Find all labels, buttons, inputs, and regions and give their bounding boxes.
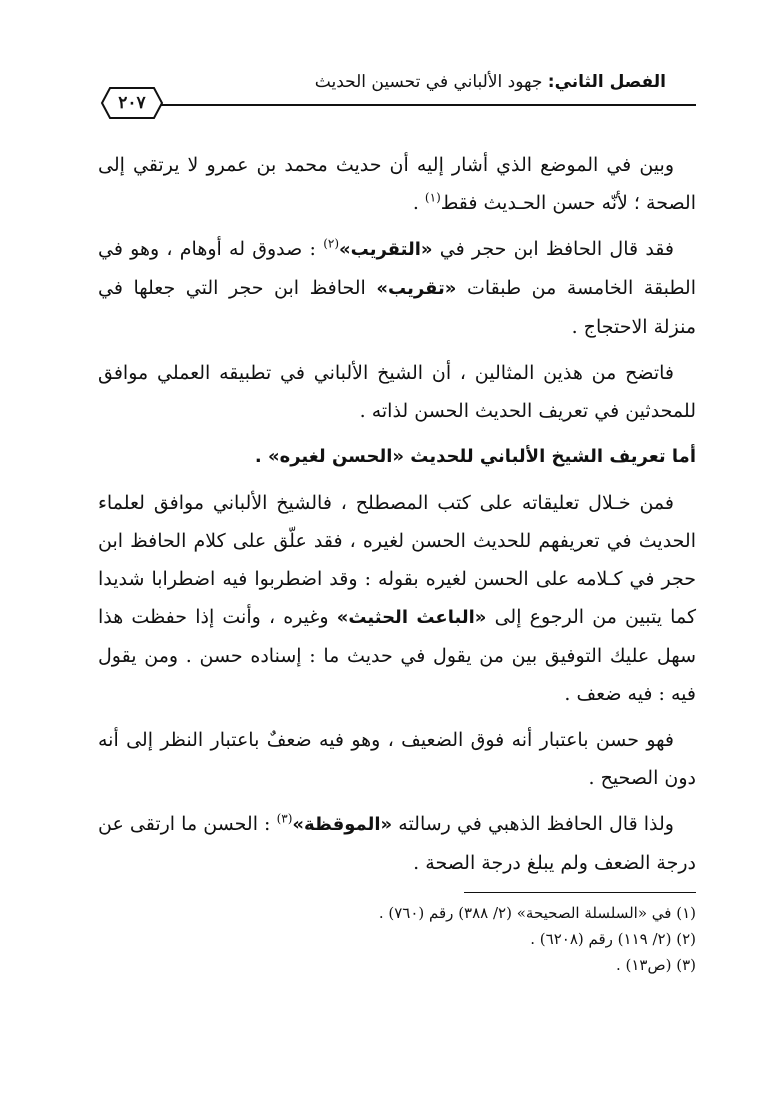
footnote-ref-1: (١) xyxy=(424,190,441,205)
paragraph-5: فهو حسن باعتبار أنه فوق الضعيف ، وهو فيه ضعفٌ باعتبار النظر إلى أنه دون الصحيح . xyxy=(98,729,696,789)
paragraph-3: فاتضح من هذين المثالين ، أن الشيخ الألباني في تطبيقه العملي موافق للمحدثين في تعريف الحديث الحسن لذاته . xyxy=(98,362,696,422)
footnote-ref-2: (٢) xyxy=(323,236,340,251)
body-text xyxy=(98,146,696,890)
book-title-baith: «الباعث الحثيث» xyxy=(336,607,487,628)
footnote-3: (٣) (ص١٣) . xyxy=(615,956,696,974)
paragraph-2: فقد قال الحافظ ابن حجر في «التقريب»$^{(٢)}$ : صدوق له أوهام ، وهو في الطبقة الخامسة من طبقات «تقريب» الحافظ ابن حجر التي جعلها في منزلة الاحتجاج . xyxy=(98,236,696,338)
page-number-frame xyxy=(100,86,164,120)
footnote-1: (١) في «السلسلة الصحيحة» (٢/ ٣٨٨) رقم (٧٦٠) . xyxy=(378,904,696,922)
chapter-label: الفصل الثاني: xyxy=(547,72,666,92)
paragraph-6: ولذا قال الحافظ الذهبي في رسالته «الموقظة»$^{(٣)}$ : الحسن ما ارتقى عن درجة الضعف ولم يبلغ درجة الصحة . xyxy=(98,811,696,874)
footnote-rule xyxy=(464,892,696,893)
footnotes xyxy=(136,900,696,978)
running-head xyxy=(76,70,666,94)
paragraph-1: وبين في الموضع الذي أشار إليه أن حديث محمد بن عمرو لا يرتقي إلى الصحة ؛ لأنّه حسن الحـديث فقط$^{(١)}$ . xyxy=(98,154,696,214)
paragraph-4: فمن خـلال تعليقاته على كتب المصطلح ، فالشيخ الألباني موافق لعلماء الحديث في تعريفهم للحديث الحسن لغيره ، فقد علّق على كلام الحافظ ابن حجر في كـلامه على الحسن لغيره بقوله : وقد اضطربوا فيه اضطرابا شديدا كما يتبين من الرجوع إلى «الباعث الحثيث» وغيره ، وأنت إذا حفظت هذا سهل عليك التوفيق بين من يقول في حديث ما : إسناده حسن . ومن يقول فيه : فيه ضعف . xyxy=(98,492,696,705)
header-rule xyxy=(160,104,696,106)
book-title-taqrib: «التقريب» xyxy=(339,239,433,260)
section-heading: أما تعريف الشيخ الألباني للحديث «الحسن لغيره» . xyxy=(254,446,696,467)
footnote-ref-3: (٣) xyxy=(276,811,293,826)
book-title-muqiza: «الموقظة» xyxy=(292,814,393,835)
page-number: ٢٠٧ xyxy=(118,93,146,113)
book-title-taqrib-2: «تقريب» xyxy=(376,278,457,299)
chapter-title: جهود الألباني في تحسين الحديث xyxy=(314,72,543,92)
footnote-2: (٢) (٢/ ١١٩) رقم (٦٢٠٨) . xyxy=(530,930,696,948)
